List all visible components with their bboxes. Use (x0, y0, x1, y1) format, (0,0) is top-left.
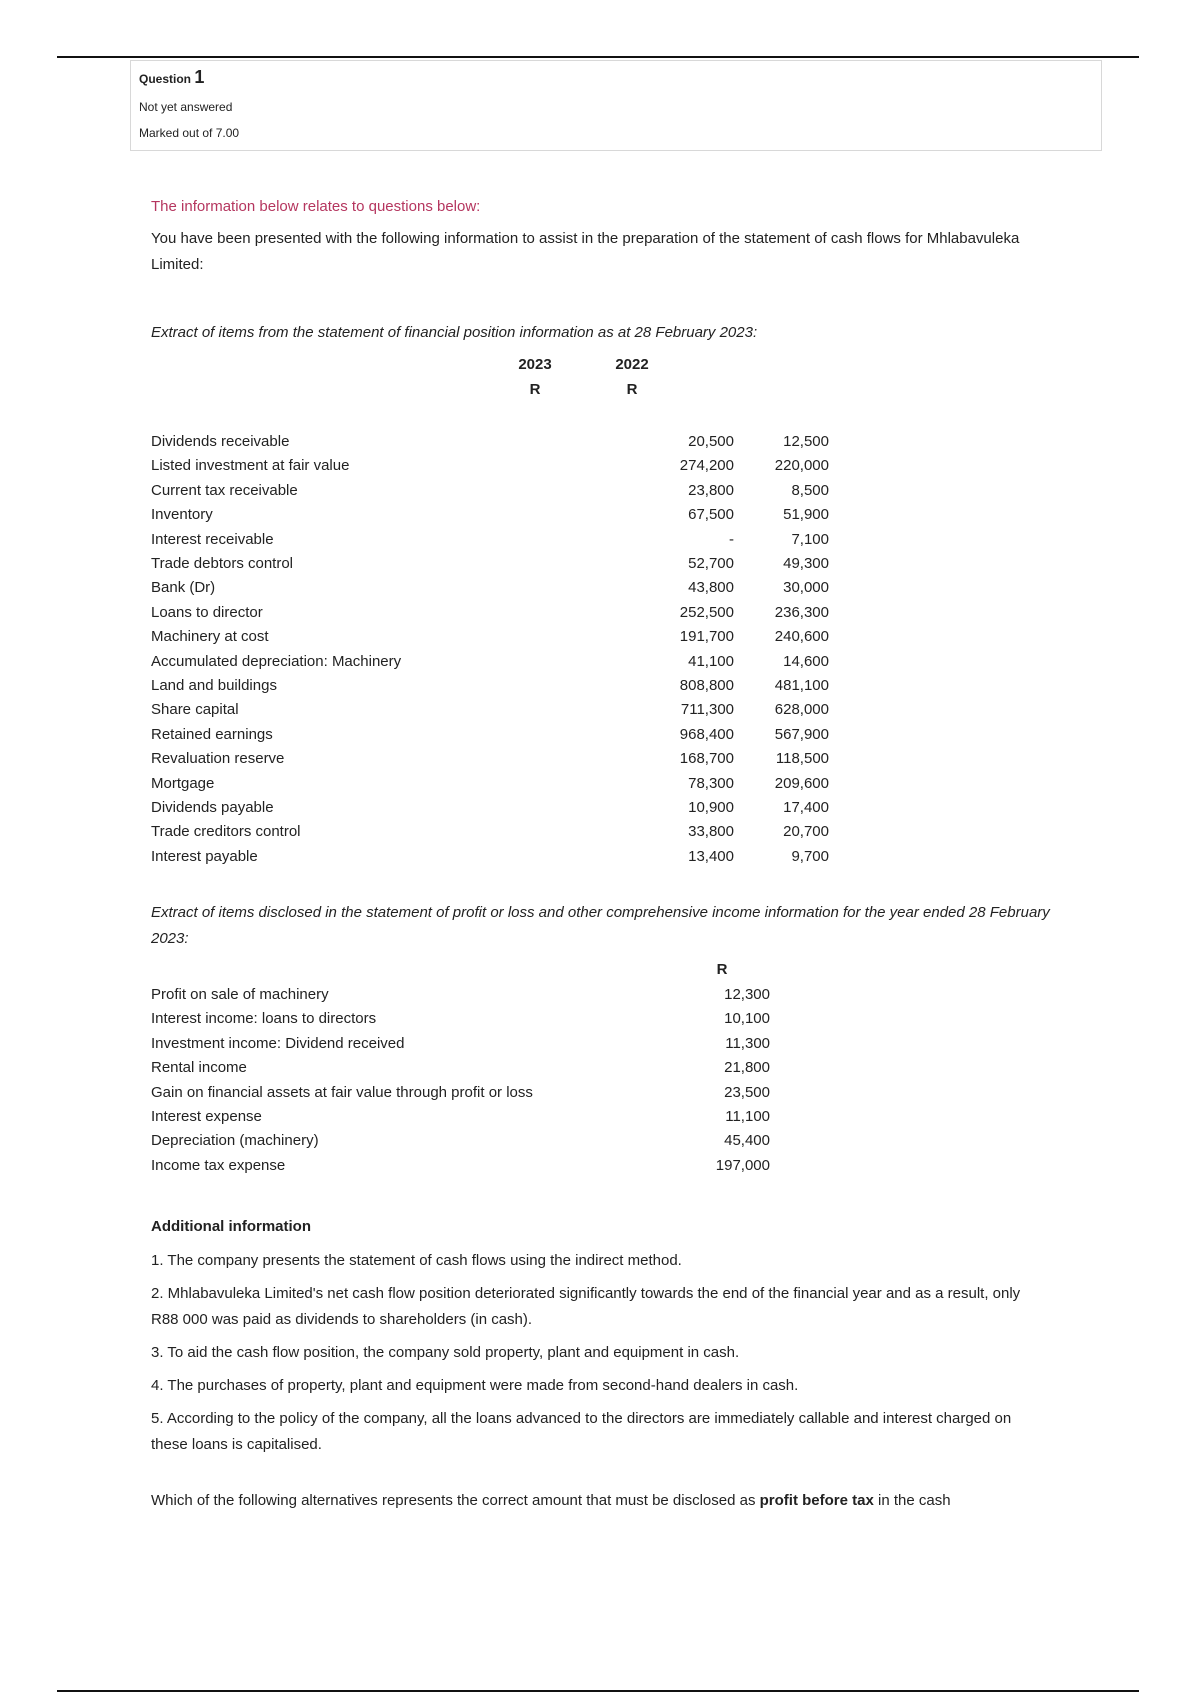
value-2023: 191,700 (679, 628, 734, 646)
additional-item: 1. The company presents the statement of cash flows using the indirect method. (151, 1252, 682, 1269)
sfp-row (151, 479, 851, 503)
row-value: 12,300 (724, 986, 770, 1003)
row-label: Investment income: Dividend received (151, 1034, 405, 1052)
question-number: 1 (194, 67, 205, 87)
value-2022: 481,100 (774, 677, 829, 694)
question-marks: Marked out of 7.00 (139, 126, 240, 140)
value-2023: 274,200 (679, 457, 734, 475)
row-value: 11,300 (725, 1034, 770, 1052)
sfp-row (151, 601, 851, 625)
row-label: Loans to director (151, 603, 263, 621)
prompt-emphasis: profit before tax (759, 1492, 874, 1509)
row-label: Listed investment at fair value (151, 457, 350, 475)
row-label: Rental income (151, 1059, 247, 1077)
row-value: 197,000 (715, 1156, 770, 1174)
value-2023: 968,400 (679, 725, 734, 743)
value-2022: 9,700 (791, 847, 829, 865)
row-label: Inventory (151, 506, 213, 524)
row-label: Dividends payable (151, 799, 274, 816)
sfp-row (151, 552, 851, 576)
top-rule (57, 56, 1139, 58)
row-label: Trade debtors control (151, 555, 294, 572)
row-value: 23,500 (724, 1083, 770, 1101)
row-label: Bank (Dr) (151, 579, 216, 597)
intro-text: You have been presented with the following information to assist in the preparation of the statement of cash flows for Mhlabavuleka Limited: (151, 230, 1020, 273)
prompt-text-end: in the cash (873, 1492, 951, 1509)
value-2022: 209,600 (774, 774, 829, 792)
row-label: Machinery at cost (151, 628, 269, 646)
row-value: 21,800 (724, 1059, 770, 1077)
value-2022: 628,000 (774, 701, 829, 719)
pl-currency-header: R (716, 961, 728, 978)
currency-2022-header: R (626, 381, 638, 398)
row-value: 10,100 (724, 1010, 770, 1028)
sfp-row (151, 528, 851, 552)
row-label: Interest income: loans to directors (151, 1010, 377, 1028)
row-label: Interest payable (151, 847, 258, 865)
sfp-row (151, 430, 851, 454)
value-2022: 7,100 (791, 530, 829, 548)
sfp-row (151, 576, 851, 600)
pl-row (151, 1032, 851, 1056)
pl-row (151, 983, 851, 1007)
value-2023: 711,300 (680, 701, 734, 719)
value-2023: - (729, 530, 734, 548)
row-label: Profit on sale of machinery (151, 986, 329, 1003)
sfp-row (151, 796, 851, 820)
additional-item: 5. According to the policy of the company, all the loans advanced to the directors are immediately callable and interest charged on these loans is capitalised. (151, 1410, 1012, 1453)
pl-row (151, 1007, 851, 1031)
value-2023: 20,500 (688, 433, 734, 450)
row-label: Income tax expense (151, 1156, 286, 1174)
year-2022-header: 2022 (615, 356, 649, 373)
value-2023: 78,300 (688, 774, 734, 792)
value-2022: 567,900 (774, 725, 829, 743)
pl-row (151, 1154, 851, 1178)
value-2023: 808,800 (679, 677, 734, 694)
additional-item: 3. To aid the cash flow position, the company sold property, plant and equipment in cash. (151, 1344, 740, 1361)
row-label: Gain on financial assets at fair value through profit or loss (151, 1083, 533, 1101)
value-2022: 49,300 (783, 555, 829, 572)
sfp-row (151, 845, 851, 869)
question-label: Question (139, 72, 192, 86)
value-2022: 51,900 (783, 506, 829, 524)
value-2022: 17,400 (783, 799, 829, 816)
pl-title: Extract of items disclosed in the statement of profit or loss and other comprehensive income information for the year ended 28 February 2023: (151, 904, 1050, 947)
value-2022: 20,700 (783, 823, 829, 841)
value-2022: 30,000 (783, 579, 829, 597)
row-label: Dividends receivable (151, 433, 290, 450)
sfp-row (151, 723, 851, 747)
sfp-row (151, 820, 851, 844)
value-2022: 236,300 (774, 603, 829, 621)
additional-list (151, 1248, 1051, 1465)
row-label: Depreciation (machinery) (151, 1132, 319, 1150)
prompt-text: Which of the following alternatives represents the correct amount that must be disclosed as (151, 1492, 760, 1509)
value-2022: 118,500 (775, 750, 829, 768)
sfp-row (151, 674, 851, 698)
row-label: Interest receivable (151, 530, 274, 548)
pl-row (151, 1056, 851, 1080)
row-label: Current tax receivable (151, 481, 298, 499)
value-2023: 10,900 (688, 799, 734, 816)
question-info-box (130, 60, 1102, 151)
value-2023: 52,700 (688, 555, 734, 572)
currency-2023-header: R (529, 381, 541, 398)
bottom-rule (57, 1690, 1139, 1692)
year-2023-header: 2023 (518, 356, 552, 373)
sfp-row (151, 772, 851, 796)
sfp-row (151, 747, 851, 771)
value-2022: 240,600 (774, 628, 829, 646)
sfp-row (151, 625, 851, 649)
row-label: Interest expense (151, 1108, 262, 1125)
row-label: Mortgage (151, 774, 215, 792)
question-prompt (151, 1488, 1101, 1514)
row-label: Accumulated depreciation: Machinery (151, 652, 402, 670)
value-2023: 13,400 (688, 847, 734, 865)
value-2022: 12,500 (783, 433, 829, 450)
pl-row (151, 1129, 851, 1153)
value-2023: 43,800 (688, 579, 734, 597)
additional-item: 4. The purchases of property, plant and equipment were made from second-hand dealers in cash. (151, 1377, 799, 1394)
value-2023: 23,800 (688, 481, 734, 499)
sfp-row (151, 503, 851, 527)
value-2023: 33,800 (688, 823, 734, 841)
row-value: 11,100 (725, 1108, 770, 1125)
additional-item: 2. Mhlabavuleka Limited's net cash flow position deteriorated significantly towards the end of the financial year and as a result, only R88 000 was paid as dividends to shareholders (in cash). (151, 1285, 1021, 1328)
pl-row (151, 1105, 851, 1129)
additional-heading: Additional information (151, 1218, 311, 1235)
value-2023: 41,100 (688, 652, 734, 670)
row-label: Land and buildings (151, 677, 277, 694)
value-2023: 168,700 (679, 750, 734, 768)
sfp-title: Extract of items from the statement of financial position information as at 28 February 2023: (151, 324, 758, 341)
value-2022: 14,600 (783, 652, 829, 670)
row-label: Revaluation reserve (151, 750, 285, 768)
intro-heading: The information below relates to questions below: (151, 198, 481, 215)
sfp-row (151, 454, 851, 478)
row-label: Share capital (151, 701, 239, 719)
row-value: 45,400 (724, 1132, 770, 1150)
value-2022: 220,000 (774, 457, 829, 475)
value-2023: 67,500 (688, 506, 734, 524)
value-2022: 8,500 (791, 481, 829, 499)
pl-row (151, 1081, 851, 1105)
sfp-row (151, 698, 851, 722)
sfp-row (151, 650, 851, 674)
row-label: Retained earnings (151, 725, 273, 743)
value-2023: 252,500 (679, 603, 734, 621)
row-label: Trade creditors control (151, 823, 301, 841)
question-status: Not yet answered (139, 100, 233, 114)
